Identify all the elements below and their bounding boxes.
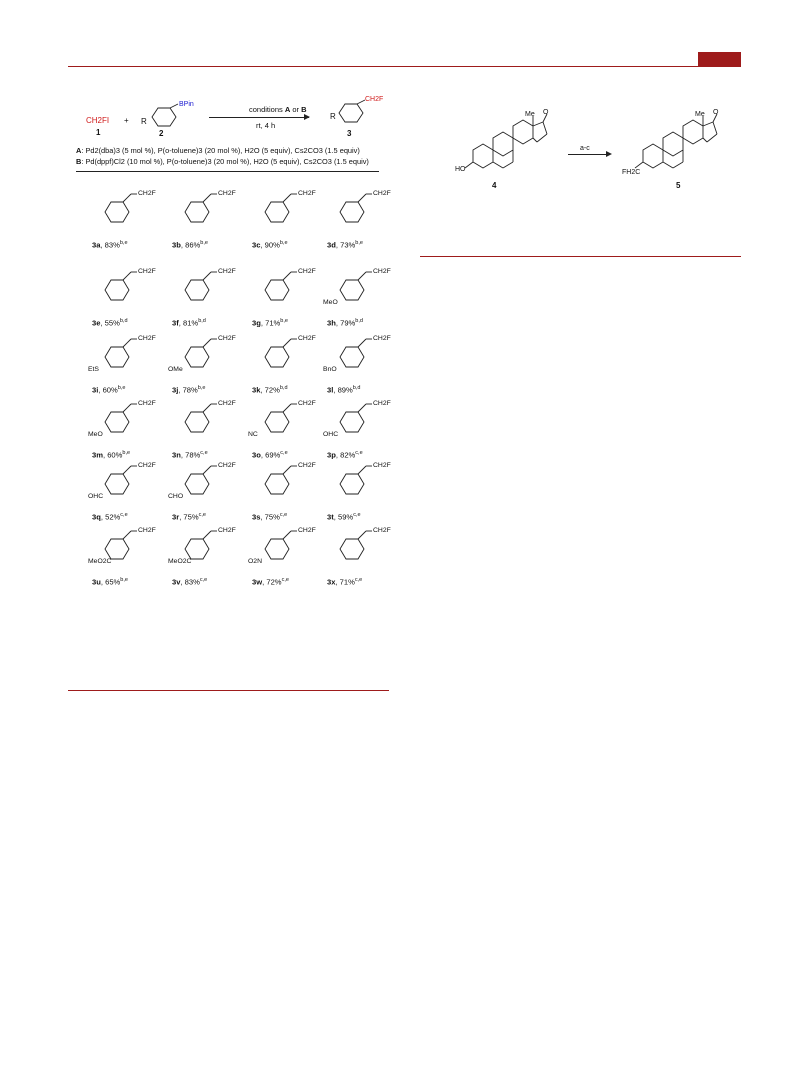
product-caption-3l: 3l, 89%$^{b,d}$: [327, 385, 361, 395]
product-group-label: CH2F: [138, 462, 156, 469]
product-group-label: CH2F: [373, 527, 391, 534]
header-accent-block: [698, 52, 741, 67]
product-substituent: OHC: [323, 431, 339, 438]
estrone-ketone-o: O: [543, 109, 549, 116]
estrone-label: 4: [492, 181, 497, 190]
left-column-rule: [68, 690, 389, 691]
product-group-label: CH2F: [373, 268, 391, 275]
fluoromethyl-steroid-structure: [625, 98, 735, 180]
product-caption-3s: 3s, 75%$^{c,e}$: [252, 512, 288, 522]
estrone-methyl: Me: [525, 111, 535, 118]
product-label-5: 5: [676, 181, 681, 190]
estrone-hydroxyl: HO: [455, 166, 466, 173]
product-ketone-o: O: [713, 109, 719, 116]
steroid-arrowhead: [606, 151, 612, 157]
product-substituent: MeO2C: [168, 558, 192, 565]
steroid-arrow: [568, 154, 610, 155]
product-substituent: OHC: [88, 493, 104, 500]
product-group-label: CH2F: [218, 527, 236, 534]
product-caption-3d: 3d, 73%$^{b,e}$: [327, 240, 363, 250]
product-caption-3t: 3t, 59%$^{c,e}$: [327, 512, 361, 522]
product-group-label: CH2F: [298, 527, 316, 534]
plus-sign: +: [124, 116, 129, 125]
product-group-label: CH2F: [138, 527, 156, 534]
product-group-label: CH2F: [218, 268, 236, 275]
product-substituent: EtS: [88, 366, 99, 373]
product-group-label: CH2F: [373, 190, 391, 197]
product-number: 3: [347, 129, 352, 138]
product-caption-3g: 3g, 71%$^{b,e}$: [252, 318, 288, 328]
reagent-2-r: R: [141, 117, 147, 126]
arrow-time-label: rt, 4 h: [256, 121, 276, 130]
condition-a: A: Pd2(dba)3 (5 mol %), P(o-toluene)3 (20 mol %), H2O (5 equiv), Cs2CO3 (1.5 equiv): [76, 146, 360, 155]
product-group-label: CH2F: [218, 400, 236, 407]
product-caption-3u: 3u, 65%$^{b,e}$: [92, 577, 128, 587]
product-fluoromethyl: FH2C: [622, 169, 641, 176]
reaction-arrowhead: [304, 114, 310, 120]
product-substituent: NC: [248, 431, 258, 438]
product-group-label: CH2F: [298, 462, 316, 469]
product-group-label: CH2F: [218, 190, 236, 197]
product-group-label: CH2F: [373, 335, 391, 342]
product-caption-3w: 3w, 72%$^{c,e}$: [252, 577, 289, 587]
product-group-label: CH2F: [298, 335, 316, 342]
product-substituent: MeO: [88, 431, 103, 438]
estrone-structure: [455, 98, 565, 180]
product-caption-3q: 3q, 52%$^{c,e}$: [92, 512, 128, 522]
product-substituent: MeO2C: [88, 558, 112, 565]
product-group-label: CH2F: [138, 268, 156, 275]
product-group: CH2F: [365, 96, 384, 103]
product-substituent: BnO: [323, 366, 337, 373]
product-group-label: CH2F: [138, 335, 156, 342]
product-caption-3f: 3f, 81%$^{b,d}$: [172, 318, 206, 328]
reaction-arrow: [209, 117, 309, 118]
product-substituent: O2N: [248, 558, 262, 565]
product-caption-3h: 3h, 79%$^{b,d}$: [327, 318, 363, 328]
product-caption-3b: 3b, 86%$^{b,e}$: [172, 240, 208, 250]
product-caption-3m: 3m, 60%$^{b,e}$: [92, 450, 131, 460]
product-caption-3i: 3i, 60%$^{b,e}$: [92, 385, 126, 395]
product-caption-3o: 3o, 69%$^{c,e}$: [252, 450, 288, 460]
product-caption-3r: 3r, 75%$^{c,e}$: [172, 512, 206, 522]
product-r: R: [330, 112, 336, 121]
product-caption-3a: 3a, 83%$^{b,e}$: [92, 240, 128, 250]
reagent-1-number: 1: [96, 128, 101, 137]
product-caption-3e: 3e, 55%$^{b,d}$: [92, 318, 128, 328]
condition-b: B: Pd(dppf)Cl2 (10 mol %), P(o-toluene)3 (20 mol %), H2O (5 equiv), Cs2CO3 (1.5 equiv): [76, 157, 369, 166]
product-caption-3x: 3x, 71%$^{c,e}$: [327, 577, 363, 587]
product-caption-3n: 3n, 78%$^{c,e}$: [172, 450, 208, 460]
product-caption-3p: 3p, 82%$^{c,e}$: [327, 450, 363, 460]
product-caption-3c: 3c, 90%$^{b,e}$: [252, 240, 288, 250]
product-methyl: Me: [695, 111, 705, 118]
product-caption-3k: 3k, 72%$^{b,d}$: [252, 385, 288, 395]
product-group-label: CH2F: [298, 190, 316, 197]
reagent-2-bpin: BPin: [179, 101, 194, 108]
product-group-label: CH2F: [138, 190, 156, 197]
product-group-label: CH2F: [373, 400, 391, 407]
product-caption-3v: 3v, 83%$^{c,e}$: [172, 577, 208, 587]
right-column-rule: [420, 256, 741, 257]
product-substituent: CHO: [168, 493, 184, 500]
reagent-1-formula: CH2FI: [86, 116, 110, 125]
product-group-label: CH2F: [298, 268, 316, 275]
header-rule: [68, 66, 741, 67]
product-group-label: CH2F: [373, 462, 391, 469]
product-group-label: CH2F: [218, 462, 236, 469]
arrow-conditions-label: conditions A or B: [249, 105, 307, 114]
conditions-divider: [76, 171, 379, 172]
product-group-label: CH2F: [218, 335, 236, 342]
product-substituent: OMe: [168, 366, 183, 373]
product-substituent: MeO: [323, 299, 338, 306]
steroid-arrow-label: a-c: [580, 145, 590, 152]
product-group-label: CH2F: [138, 400, 156, 407]
product-group-label: CH2F: [298, 400, 316, 407]
reagent-2-number: 2: [159, 129, 164, 138]
product-caption-3j: 3j, 78%$^{b,e}$: [172, 385, 206, 395]
